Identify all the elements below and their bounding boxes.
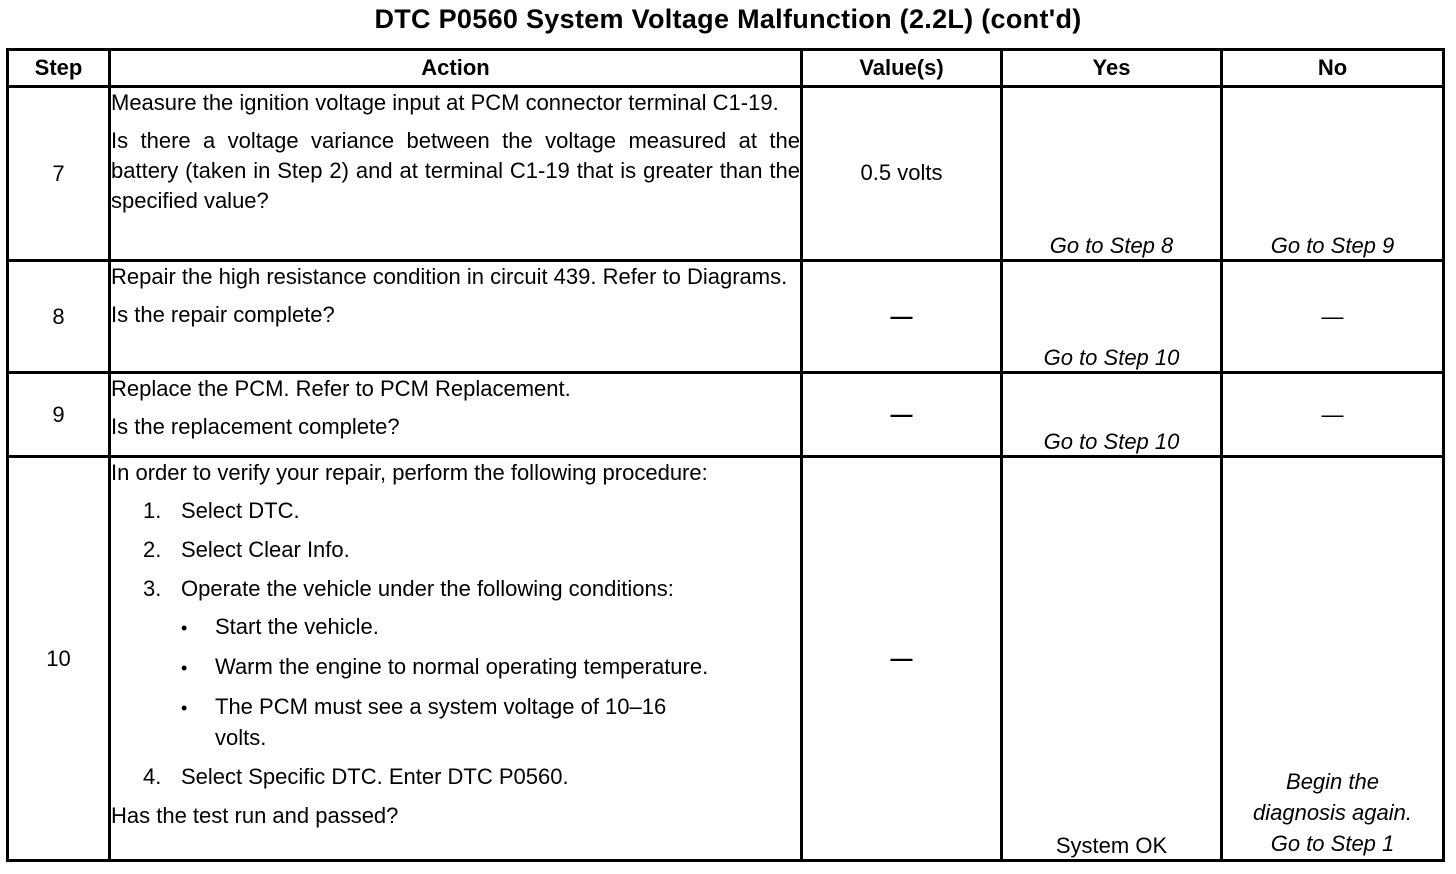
yes-cell: Go to Step 8	[1002, 87, 1222, 261]
no-cell: Begin the diagnosis again. Go to Step 1	[1222, 457, 1444, 861]
procedure-list	[111, 496, 800, 792]
action-text: Measure the ignition voltage input at PCM connector terminal C1-19.	[111, 90, 779, 115]
header-action: Action	[110, 50, 802, 87]
value-dash: —	[890, 401, 913, 427]
bullet-item: • The PCM must see a system voltage of 10–16 volts.	[181, 694, 667, 750]
yes-cell: Go to Step 10	[1002, 261, 1222, 373]
value-dash: —	[890, 303, 913, 329]
header-yes: Yes	[1002, 50, 1222, 87]
value-cell	[802, 261, 1002, 373]
diagnostic-table	[6, 48, 1445, 862]
action-question: Is the replacement complete?	[111, 414, 400, 439]
action-question: Is there a voltage variance between the voltage measured at the battery (taken in Step 2) and at terminal C1-19 that is greater than the specified value?	[111, 128, 800, 213]
table-row-step-9	[8, 373, 1444, 457]
bullet-icon: •	[181, 658, 188, 678]
yes-cell: System OK	[1002, 457, 1222, 861]
table-row-step-8	[8, 261, 1444, 373]
yes-cell: Go to Step 10	[1002, 373, 1222, 457]
page-title: DTC P0560 System Voltage Malfunction (2.2L) (cont'd)	[374, 4, 1082, 34]
table-row-step-10	[8, 457, 1444, 861]
no-cell: —	[1222, 261, 1444, 373]
header-step: Step	[8, 50, 110, 87]
action-cell	[110, 261, 802, 373]
action-cell	[110, 457, 802, 861]
header-values: Value(s)	[802, 50, 1002, 87]
value-cell: 0.5 volts	[802, 87, 1002, 261]
condition-list	[143, 612, 800, 753]
value-dash: —	[890, 645, 913, 671]
action-question: Is the repair complete?	[111, 302, 335, 327]
value-cell	[802, 373, 1002, 457]
action-cell	[110, 373, 802, 457]
value-cell	[802, 457, 1002, 861]
action-cell	[110, 87, 802, 261]
bullet-item: • Warm the engine to normal operating temperature.	[181, 652, 800, 683]
bullet-item: • Start the vehicle.	[181, 612, 800, 643]
no-cell: Go to Step 9	[1222, 87, 1444, 261]
list-item: 1. Select DTC.	[143, 498, 300, 523]
step-number: 8	[8, 261, 110, 373]
step-number: 10	[8, 457, 110, 861]
action-text: Repair the high resistance condition in circuit 439. Refer to Diagrams.	[111, 264, 788, 289]
step-number: 9	[8, 373, 110, 457]
bullet-icon: •	[181, 698, 188, 718]
list-item: 2. Select Clear Info.	[143, 537, 350, 562]
header-no: No	[1222, 50, 1444, 87]
list-item: 3. Operate the vehicle under the following conditions: • Start the vehicle. • Warm the engine to normal operating temperature. • The PCM must see a system voltage of 10–16 volts.	[143, 574, 800, 753]
action-text: Replace the PCM. Refer to PCM Replacement.	[111, 376, 571, 401]
no-cell: —	[1222, 373, 1444, 457]
table-row-step-7	[8, 87, 1444, 261]
step-number: 7	[8, 87, 110, 261]
bullet-icon: •	[181, 618, 188, 638]
action-intro: In order to verify your repair, perform the following procedure:	[111, 460, 708, 485]
list-item: 4. Select Specific DTC. Enter DTC P0560.	[143, 764, 569, 789]
header-row	[8, 50, 1444, 87]
action-question: Has the test run and passed?	[111, 803, 399, 828]
